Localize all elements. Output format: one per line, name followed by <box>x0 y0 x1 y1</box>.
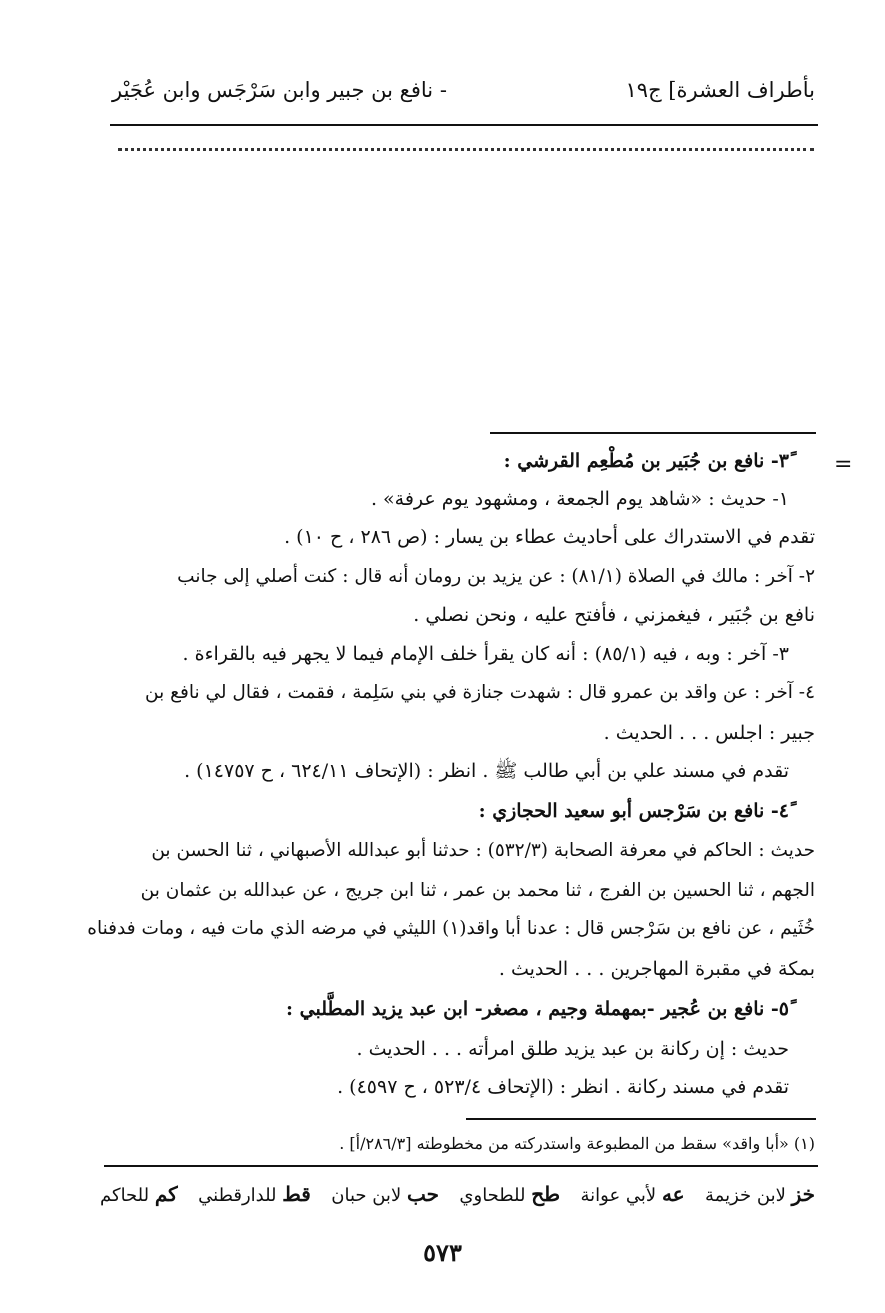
hadith-3: ٣- آخر : وبه ، فيه (٨٥/١) : أنه كان يقرأ خلف الإمام فيما لا يجهر فيه بالقراءة . <box>182 643 789 665</box>
hadith-1: ١- حديث : «شاهد يوم الجمعة ، ومشهود يوم عرفة» . <box>370 488 789 510</box>
heading-nafi-ibn-ujayr: ٥ً- نافع بن عُجير -بمهملة وجيم ، مصغر- ابن عبد يزيد المطَّلبي : <box>286 998 789 1020</box>
bottom-rule <box>104 1165 818 1167</box>
abbreviation-name: للدارقطني <box>198 1185 277 1206</box>
abbreviation-item <box>581 1182 685 1206</box>
abbreviation-item <box>459 1182 560 1206</box>
abbreviation-name: لأبي عوانة <box>580 1185 657 1206</box>
hadith-1-reference: تقدم في الاستدراك على أحاديث عطاء بن يسار : (ص ٢٨٦ ، ح ١٠) . <box>284 526 815 548</box>
abbreviation-code: طح <box>531 1182 561 1206</box>
abbreviation-name: للطحاوي <box>459 1185 526 1206</box>
margin-mark: = <box>834 452 853 477</box>
hadith-4-reference: تقدم في مسند علي بن أبي طالب ﷺ . انظر : (الإتحاف ٦٢٤/١١ ، ح ١٤٧٥٧) . <box>184 760 789 782</box>
heading-nafi-ibn-sarjis: ٤ً- نافع بن سَرْجس أبو سعيد الحجازي : <box>478 800 789 822</box>
hadith-sarjis-2: الجهم ، ثنا الحسين بن الفرج ، ثنا محمد بن عمر ، ثنا ابن جريج ، عن عبدالله بن عثمان بن <box>140 880 815 901</box>
running-header-right: بأطراف العشرة] ج١٩ <box>625 78 815 102</box>
abbreviation-name: لابن حبان <box>331 1185 402 1206</box>
footnote: (١) «أبا واقد» سقط من المطبوعة واستدركته من مخطوطته [٢٨٦/٣/أ] . <box>339 1134 815 1153</box>
footnote-rule <box>466 1118 816 1120</box>
header-rule <box>110 124 818 126</box>
hadith-sarjis-1: حديث : الحاكم في معرفة الصحابة (٥٣٢/٣) : حدثنا أبو عبدالله الأصبهاني ، ثنا الحسن بن <box>151 840 815 861</box>
abbreviation-item <box>705 1182 815 1206</box>
abbreviation-name: للحاكم <box>100 1185 150 1206</box>
abbreviation-code: خز <box>791 1182 815 1206</box>
hadith-ujayr-reference: تقدم في مسند ركانة . انظر : (الإتحاف ٥٢٣/٤ ، ح ٤٥٩٧) . <box>337 1076 789 1098</box>
abbreviation-item <box>100 1182 178 1206</box>
hadith-sarjis-4: بمكة في مقبرة المهاجرين . . . الحديث . <box>498 958 815 980</box>
hadith-4-cont: جبير : اجلس . . . الحديث . <box>603 722 815 744</box>
abbreviation-item <box>331 1182 439 1206</box>
section-rule <box>490 432 816 434</box>
abbreviations-legend <box>100 1182 815 1206</box>
running-header-left: - نافع بن جبير وابن سَرْجَس وابن عُجَيْر <box>112 78 447 102</box>
abbreviation-code: عه <box>661 1182 685 1206</box>
hadith-ujayr: حديث : إن ركانة بن عبد يزيد طلق امرأته . . . الحديث . <box>356 1038 789 1060</box>
dotted-separator <box>118 148 814 151</box>
page-number: ٥٧٣ <box>423 1238 462 1267</box>
abbreviation-item <box>198 1182 311 1206</box>
abbreviation-code: كم <box>154 1182 178 1206</box>
abbreviation-code: حب <box>406 1182 439 1206</box>
abbreviation-name: لابن خزيمة <box>705 1185 786 1206</box>
hadith-4: ٤- آخر : عن واقد بن عمرو قال : شهدت جنازة في بني سَلِمة ، فقمت ، فقال لي نافع بن <box>145 682 815 703</box>
hadith-2-cont: نافع بن جُبَير ، فيغمزني ، فأفتح عليه ، ونحن نصلي . <box>413 604 815 626</box>
hadith-2: ٢- آخر : مالك في الصلاة (٨١/١) : عن يزيد بن رومان أنه قال : كنت أصلي إلى جانب <box>177 566 815 587</box>
heading-nafi-ibn-jubayr: ٣ً- نافع بن جُبَير بن مُطْعِم القرشي : <box>503 450 789 472</box>
abbreviation-code: قط <box>282 1182 311 1206</box>
hadith-sarjis-3: خُثَيم ، عن نافع بن سَرْجس قال : عدنا أبا واقد(١) الليثي في مرضه الذي مات فيه ، ومات فدفناه <box>87 918 815 939</box>
